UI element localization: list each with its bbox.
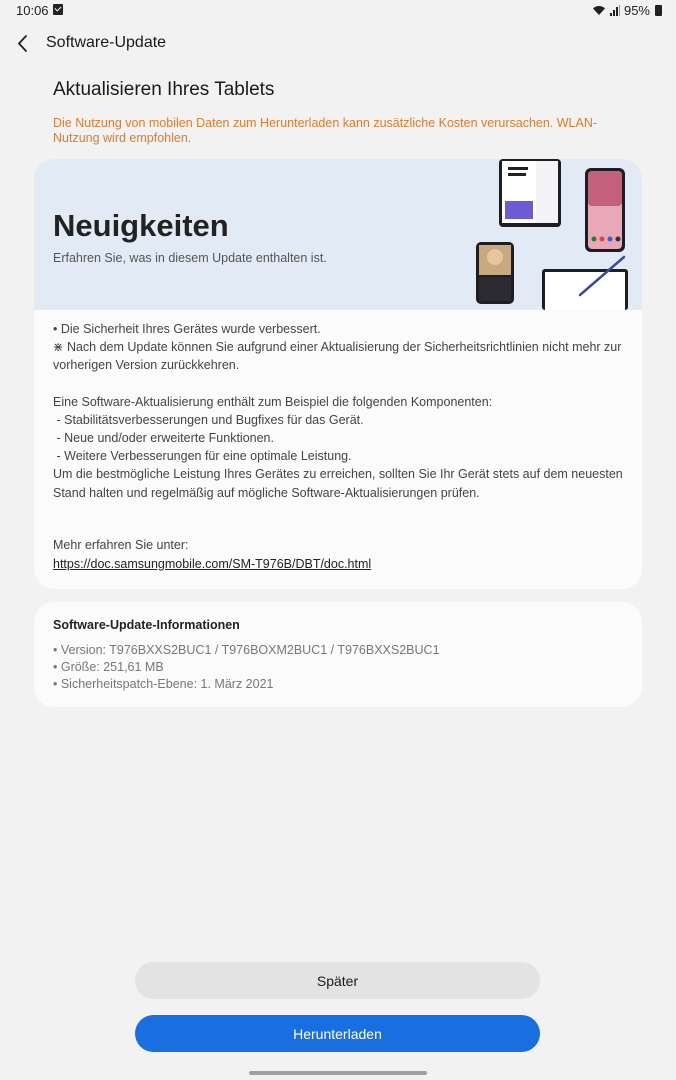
status-bar — [0, 0, 676, 22]
news-line: - Weitere Verbesserungen für eine optimale Leistung. — [53, 449, 352, 464]
devices-illustration — [472, 159, 628, 310]
status-time: 10:06 — [16, 3, 49, 18]
version-item: • Version: T976BXXS2BUC1 / T976BOXM2BUC1 / T976BXXS2BUC1 — [53, 643, 440, 657]
update-info-card — [34, 602, 642, 707]
size-item: • Größe: 251,61 MB — [53, 660, 164, 674]
notification-check-icon — [53, 4, 63, 15]
data-usage-warning: Die Nutzung von mobilen Daten zum Herunterladen kann zusätzliche Kosten verursachen. WLAN-Nutzung wird empfohlen. — [53, 116, 598, 145]
news-line: ⋇ Nach dem Update können Sie aufgrund einer Aktualisierung der Sicherheitsrichtlinien nicht mehr zur vorherigen Version zurückkehren. — [53, 340, 625, 373]
more-info-link[interactable]: https://doc.samsungmobile.com/SM-T976B/DBT/doc.html — [53, 557, 372, 571]
more-info-label: Mehr erfahren Sie unter: — [53, 538, 189, 552]
battery-icon — [655, 5, 662, 16]
chevron-left-icon — [8, 28, 40, 60]
update-info-title: Software-Update-Informationen — [53, 618, 240, 632]
news-line: Eine Software-Aktualisierung enthält zum Beispiel die folgenden Komponenten: — [53, 394, 493, 409]
news-line: - Stabilitätsverbesserungen und Bugfixes für das Gerät. — [53, 412, 364, 427]
battery-percent: 95% — [623, 3, 650, 18]
signal-icon — [610, 5, 620, 16]
download-button[interactable]: Herunterladen — [135, 1015, 540, 1052]
later-button[interactable]: Später — [135, 962, 540, 999]
security-patch-item: • Sicherheitspatch-Ebene: 1. März 2021 — [53, 677, 274, 691]
news-line: Um die bestmögliche Leistung Ihres Gerätes zu erreichen, sollten Sie Ihr Gerät stets auf dem neuesten Stand halten und regelmäßig auf mögliche Software-Aktualisierungen prüfen. — [53, 467, 627, 500]
news-banner — [34, 159, 642, 310]
news-card — [34, 159, 642, 589]
app-bar — [0, 22, 676, 66]
back-button[interactable] — [8, 28, 40, 60]
news-line: - Neue und/oder erweiterte Funktionen. — [53, 431, 274, 446]
update-info-list — [53, 642, 440, 693]
news-body — [53, 320, 627, 502]
news-line: • Die Sicherheit Ihres Gerätes wurde verbessert. — [53, 322, 321, 336]
page-heading: Aktualisieren Ihres Tablets — [53, 79, 275, 100]
wifi-icon — [592, 5, 606, 16]
home-indicator[interactable] — [249, 1071, 427, 1075]
news-title: Neuigkeiten — [53, 208, 229, 243]
status-indicators — [592, 3, 662, 18]
app-title: Software-Update — [46, 34, 167, 51]
news-subtitle: Erfahren Sie, was in diesem Update enthalten ist. — [53, 251, 327, 265]
